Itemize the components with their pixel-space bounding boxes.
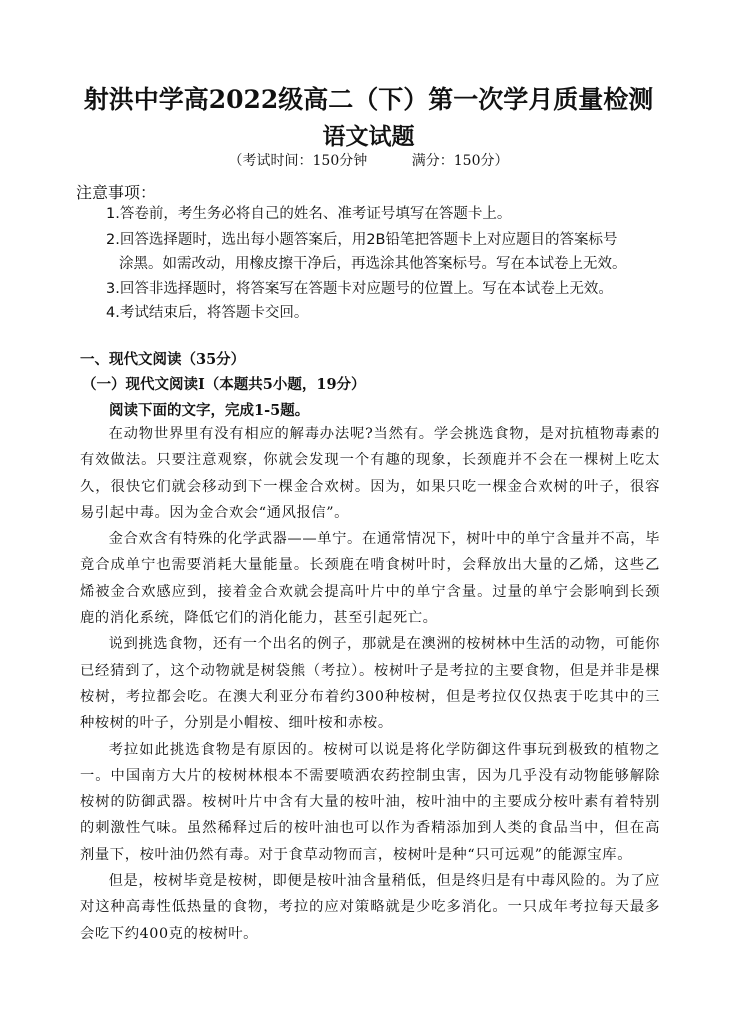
passage xyxy=(80,421,660,947)
passage-paragraph: 考拉如此挑选食物是有原因的。桉树可以说是将化学防御这件事玩到极致的植物之一。中国南方大片的桉树林根本不需要喷洒农药控制虫害，因为几乎没有动物能够解除桉树的防御武器。桉树叶片中含有大量的桉叶油，桉叶油中的主要成分桉叶素有着特别的刺激性气味。虽然稀释过后的桉叶油也可以作为香精添加到人类的食品当中，但在高剂量下，桉叶油仍然有毒。对于食草动物而言，桉树叶是种“只可远观”的能源宝库。 xyxy=(80,741,660,863)
notice-item-4: 4.考试结束后，将答题卡交回。 xyxy=(106,305,309,321)
passage-paragraph: 金合欢含有特殊的化学武器——单宁。在通常情况下，树叶中的单宁含量并不高，毕竟合成单宁也需要消耗大量能量。长颈鹿在啃食树叶时，会释放出大量的乙烯，这些乙烯被金合欢感应到，接着金合欢就会提高叶片中的单宁含量。过量的单宁会影响到长颈鹿的消化系统，降低它们的消化能力，甚至引起死亡。 xyxy=(80,531,660,627)
passage-paragraph: 但是，桉树毕竟是桉树，即便是桉叶油含量稍低，但是终归是有中毒风险的。为了应对这种高毒性低热量的食物，考拉的应对策略就是少吃多消化。一只成年考拉每天最多会吃下约400克的桉树叶。 xyxy=(80,873,660,942)
exam-meta xyxy=(0,150,737,170)
notice-item-1: 1.答卷前，考生务必将自己的姓名、准考证号填写在答题卡上。 xyxy=(106,206,512,222)
section-heading: 一、现代文阅读（35分） xyxy=(80,351,246,368)
reading-instruction: 阅读下面的文字，完成1-5题。 xyxy=(109,402,310,419)
notice-item-3: 3.回答非选择题时，将答案写在答题卡对应题号的位置上。写在本试卷上无效。 xyxy=(106,281,613,297)
notice-item-2: 2.回答选择题时，选出每小题答案后，用2B铅笔把答题卡上对应题目的答案标号 xyxy=(106,232,618,248)
full-score: 满分：150分） xyxy=(411,153,509,169)
exam-time: （考试时间：150分钟 xyxy=(228,153,368,169)
notice-heading: 注意事项： xyxy=(76,183,157,202)
notice-item-2-cont: 涂黑。如需改动，用橡皮擦干净后，再选涂其他答案标号。写在本试卷上无效。 xyxy=(119,256,627,272)
exam-title: 射洪中学高2022级高二（下）第一次学月质量检测 xyxy=(83,85,654,114)
subsection-heading: （一）现代文阅读Ⅰ（本题共5小题，19分） xyxy=(82,376,366,393)
passage-paragraph: 在动物世界里有没有相应的解毒办法呢?当然有。学会挑选食物，是对抗植物毒素的有效做法。只要注意观察，你就会发现一个有趣的现象，长颈鹿并不会在一棵树上吃太久，很快它们就会移动到下一棵金合欢树。因为，如果只吃一棵金合欢树的叶子，很容易引起中毒。因为金合欢会“通风报信”。 xyxy=(80,426,660,521)
passage-paragraph: 说到挑选食物，还有一个出名的例子，那就是在澳洲的桉树林中生活的动物，可能你已经猜到了，这个动物就是树袋熊（考拉）。桉树叶子是考拉的主要食物，但是并非是棵桉树，考拉都会吃。在澳大利亚分布着约300种桉树，但是考拉仅仅热衷于吃其中的三种桉树的叶子，分别是小帽桉、细叶桉和赤桉。 xyxy=(80,636,660,732)
exam-subtitle: 语文试题 xyxy=(322,123,415,150)
